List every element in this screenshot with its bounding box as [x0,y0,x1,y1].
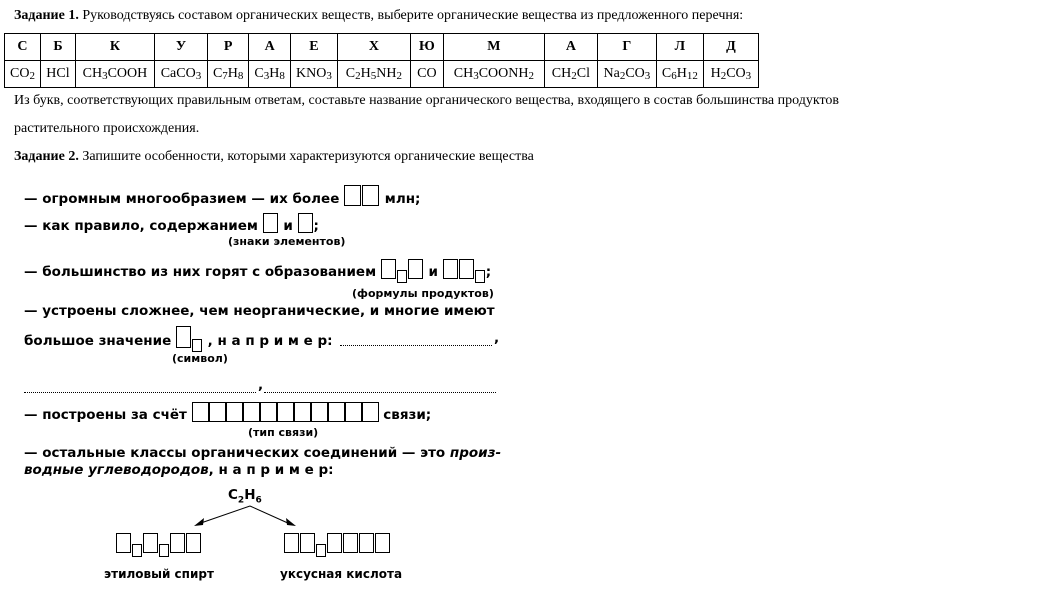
task1-instruction-line1: Из букв, соответствующих правильным ответам, составьте название органического вещества, входящего в состав большинства продуктов [14,93,839,108]
formula-cell: C6H12 [656,61,703,88]
formula-cell: CH2Cl [544,61,597,88]
answer-box[interactable] [294,402,311,422]
letter-cell: Г [597,34,656,61]
feature-derivatives-italic: произ- [449,445,502,461]
arrow-right-line [250,506,290,524]
answer-box[interactable] [186,533,201,553]
letters-row [5,34,759,61]
letter-cell: У [154,34,207,61]
formula-cell: CaCO3 [154,61,207,88]
hint-products: (формулы продуктов) [352,287,494,300]
hint-symbol: (символ) [172,352,228,365]
punctuation: , [258,377,264,393]
hint-elements: (знаки элементов) [228,235,346,248]
answer-box[interactable] [459,259,474,279]
subscript-box[interactable] [316,544,326,557]
bond-type-boxes [192,407,379,423]
arrow-left-head [194,518,204,526]
letter-cell: Д [703,34,758,61]
letter-cell: А [544,34,597,61]
answer-box[interactable] [443,259,458,279]
formula-cell: C2H5NH2 [337,61,410,88]
feature-significance-text: большое значение [24,333,172,349]
example-label: , н а п р и м е р: [207,333,333,349]
formula-part: H [244,487,256,503]
formulas-row [5,61,759,88]
subscript-box[interactable] [159,544,169,557]
subscript-box[interactable] [192,339,202,352]
feature-variety-unit: млн; [384,191,421,207]
answer-box[interactable] [263,213,278,233]
feature-derivatives [24,445,501,461]
subscript-box[interactable] [397,270,407,283]
answer-box[interactable] [300,533,315,553]
formula-part: C [228,487,238,503]
hint-bond: (тип связи) [248,426,319,439]
letter-cell: Ю [410,34,443,61]
answer-box[interactable] [381,259,396,279]
answer-box[interactable] [284,533,299,553]
answer-box[interactable] [343,533,358,553]
task2-title: Задание 2. [14,149,79,164]
feature-elements [24,213,319,234]
answer-box[interactable] [243,402,260,422]
letter-cell: Р [207,34,248,61]
answer-box[interactable] [344,185,361,206]
answer-box[interactable] [362,402,379,422]
answer-box[interactable] [277,402,294,422]
answer-box[interactable] [408,259,423,279]
answer-box[interactable] [345,402,362,422]
task2-text: Запишите особенности, которыми характеризуются органические вещества [82,149,534,164]
answer-box[interactable] [209,402,226,422]
formula-cell: CO [410,61,443,88]
formula-cell: C7H8 [207,61,248,88]
conjunction: и [428,264,438,280]
ethanol-formula-boxes [116,533,202,557]
punctuation: , [494,330,500,346]
derivation-arrows [180,500,320,532]
label-acetic: уксусная кислота [280,567,403,581]
answer-box[interactable] [260,402,277,422]
answer-box[interactable] [328,402,345,422]
options-table [4,33,759,88]
answer-box[interactable] [170,533,185,553]
formula-subscript: 2 [237,495,245,506]
feature-derivatives-cont [24,462,334,478]
acetic-formula-boxes [284,533,391,557]
formula-cell: CO2 [5,61,41,88]
formula-cell: CH3COOH [75,61,154,88]
letter-cell: Х [337,34,410,61]
feature-bonds-end: связи; [383,407,432,423]
label-ethanol: этиловый спирт [104,567,214,581]
answer-dotted-line[interactable] [340,333,492,346]
feature-significance [24,326,333,352]
answer-box[interactable] [362,185,379,206]
task1-text: Руководствуясь составом органических веществ, выберите органические вещества из предложенного перечня: [82,8,744,23]
feature-combustion [24,259,491,283]
letter-cell: Е [290,34,337,61]
subscript-box[interactable] [132,544,142,557]
answer-box[interactable] [192,402,209,422]
answer-box[interactable] [176,326,191,348]
answer-dotted-line[interactable] [24,380,256,393]
formula-cell: Na2CO3 [597,61,656,88]
answer-box[interactable] [311,402,328,422]
conjunction: и [283,218,293,234]
task1-instruction-line2: растительного происхождения. [14,121,200,136]
arrow-left-line [198,506,250,524]
formula-cell: H2CO3 [703,61,758,88]
feature-combustion-text: — большинство из них горят с образованием [24,264,377,280]
letter-cell: А [249,34,290,61]
answer-box[interactable] [327,533,342,553]
feature-variety-text: — огромным многообразием — их более [24,191,340,207]
feature-structure: — устроены сложнее, чем неорганические, и многие имеют [24,303,495,319]
example-label: , н а п р и м е р: [208,462,334,478]
formula-cell: CH3COONH2 [443,61,544,88]
feature-bonds-text: — построены за счёт [24,407,187,423]
task1-heading [14,8,743,24]
letter-cell: С [5,34,41,61]
answer-box[interactable] [375,533,390,553]
formula-cell: HCl [40,61,75,88]
task2-heading [14,149,534,165]
answer-box[interactable] [116,533,131,553]
answer-box[interactable] [298,213,313,233]
formula-subscript: 6 [255,495,262,506]
formula-cell: C3H8 [249,61,290,88]
feature-elements-text: — как правило, содержанием [24,218,258,234]
feature-derivatives-italic2: водные углеводородов [24,462,209,478]
letter-cell: Б [40,34,75,61]
feature-derivatives-text: — остальные классы органических соединений — это [24,445,446,461]
arrow-right-head [286,518,296,526]
answer-box[interactable] [143,533,158,553]
feature-bonds [24,402,431,423]
letter-cell: К [75,34,154,61]
feature-variety [24,185,420,207]
letter-cell: Л [656,34,703,61]
punctuation: ; [485,264,492,280]
formula-cell: KNO3 [290,61,337,88]
letter-cell: М [443,34,544,61]
subscript-box[interactable] [475,270,485,283]
punctuation: ; [313,218,319,234]
answer-box[interactable] [359,533,374,553]
answer-box[interactable] [226,402,243,422]
task1-title: Задание 1. [14,8,79,23]
answer-dotted-line[interactable] [264,380,496,393]
